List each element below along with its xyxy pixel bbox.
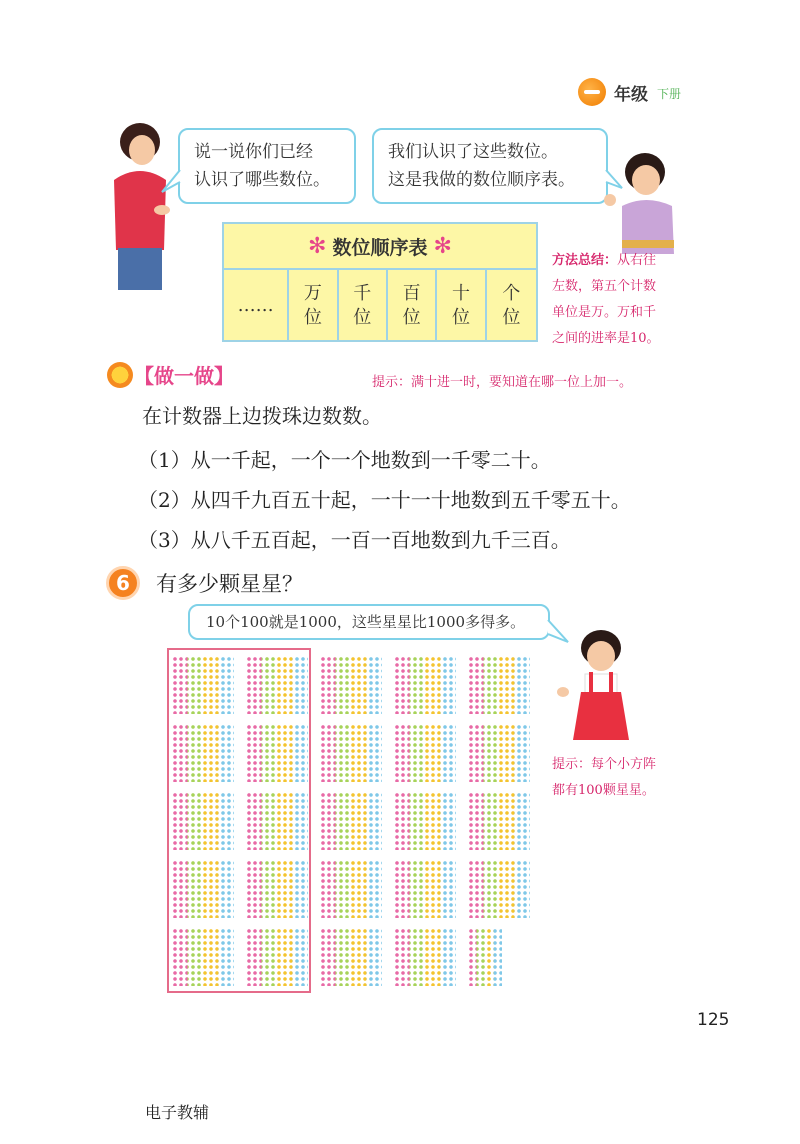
star-block bbox=[320, 928, 382, 986]
practice-item-1: （1）从一千起，一个一个地数到一千零二十。 bbox=[138, 448, 551, 472]
star-block bbox=[394, 724, 456, 782]
star-block bbox=[172, 724, 234, 782]
practice-title: 【做一做】 bbox=[134, 364, 234, 388]
practice-intro: 在计数器上边拨珠边数数。 bbox=[142, 404, 382, 428]
star-block bbox=[172, 792, 234, 850]
star-block-partial bbox=[468, 928, 502, 986]
flower-star-icon: ✻ bbox=[433, 233, 452, 259]
star-block bbox=[468, 724, 530, 782]
girl-speech-bubble bbox=[188, 604, 550, 640]
page-number: 125 bbox=[697, 1010, 730, 1030]
table-cell-shi bbox=[437, 270, 486, 342]
boy-bubble-line-1: 我们认识了这些数位。 bbox=[388, 142, 558, 162]
cell-bottom: 位 bbox=[502, 307, 521, 328]
sun-icon bbox=[107, 362, 133, 388]
stars-hint-line: 提示：每个小方阵 bbox=[552, 757, 657, 772]
teacher-bubble-tail bbox=[160, 168, 182, 194]
method-line: 单位是万。万和千 bbox=[552, 305, 657, 320]
star-block bbox=[320, 860, 382, 918]
grade-badge-icon bbox=[578, 78, 606, 106]
place-value-row bbox=[224, 270, 536, 342]
star-block bbox=[320, 792, 382, 850]
place-value-table bbox=[222, 222, 538, 342]
star-block bbox=[468, 656, 530, 714]
table-cell-bai bbox=[388, 270, 437, 342]
footer-label: 电子教辅 bbox=[145, 1103, 210, 1122]
star-block bbox=[468, 860, 530, 918]
table-cell-qian bbox=[339, 270, 388, 342]
table-title: 数位顺序表 bbox=[332, 236, 428, 259]
teacher-illustration bbox=[104, 120, 174, 290]
boy-illustration bbox=[600, 150, 680, 260]
method-line: 之间的进率是10。 bbox=[552, 331, 660, 346]
star-block bbox=[394, 792, 456, 850]
cell-top: 十 bbox=[451, 283, 470, 304]
cell-bottom: 位 bbox=[451, 307, 470, 328]
boy-bubble-line-2: 这是我做的数位顺序表。 bbox=[388, 170, 575, 190]
star-block bbox=[320, 656, 382, 714]
grade-label: 年级 bbox=[614, 85, 648, 105]
star-block bbox=[246, 928, 308, 986]
star-block bbox=[246, 724, 308, 782]
flower-star-icon: ✻ bbox=[308, 233, 327, 259]
method-summary-note bbox=[552, 248, 660, 352]
star-block bbox=[468, 792, 530, 850]
star-block bbox=[394, 860, 456, 918]
star-block bbox=[246, 792, 308, 850]
star-block bbox=[394, 928, 456, 986]
girl-illustration bbox=[555, 628, 645, 748]
stars-hint-line: 都有100颗星星。 bbox=[552, 783, 655, 798]
stars-hint bbox=[552, 752, 656, 804]
teacher-bubble-line-1: 说一说你们已经 bbox=[194, 142, 313, 162]
volume-label: 下册 bbox=[657, 87, 682, 101]
cell-bottom: 位 bbox=[353, 307, 372, 328]
practice-item-3: （3）从八千五百起，一百一百地数到九千三百。 bbox=[138, 528, 571, 552]
girl-bubble-text: 10个100就是1000，这些星星比1000多得多。 bbox=[206, 613, 526, 631]
method-line: 左数，第五个计数 bbox=[552, 279, 657, 294]
cell-top: 千 bbox=[353, 283, 372, 304]
question-6-text: 有多少颗星星？ bbox=[156, 572, 303, 596]
question-number-badge: 6 bbox=[106, 566, 140, 600]
cell-text: …… bbox=[237, 295, 274, 316]
star-block bbox=[172, 860, 234, 918]
star-block bbox=[246, 656, 308, 714]
table-cell-ge bbox=[487, 270, 536, 342]
star-block bbox=[320, 724, 382, 782]
method-line: 从右往 bbox=[617, 253, 657, 268]
star-block bbox=[172, 928, 234, 986]
practice-hint: 提示：满十进一时，要知道在哪一位上加一。 bbox=[372, 375, 633, 390]
cell-bottom: 位 bbox=[402, 307, 421, 328]
star-block bbox=[246, 860, 308, 918]
cell-top: 万 bbox=[303, 283, 322, 304]
star-block bbox=[172, 656, 234, 714]
cell-bottom: 位 bbox=[303, 307, 322, 328]
table-title-row bbox=[224, 224, 536, 270]
cell-top: 个 bbox=[502, 283, 521, 304]
method-summary-label: 方法总结： bbox=[552, 253, 618, 268]
boy-speech-bubble bbox=[372, 128, 608, 204]
cell-top: 百 bbox=[402, 283, 421, 304]
table-cell-wan bbox=[289, 270, 338, 342]
teacher-speech-bubble bbox=[178, 128, 356, 204]
teacher-bubble-line-2: 认识了哪些数位。 bbox=[194, 170, 330, 190]
practice-item-2: （2）从四千九百五十起，一十一十地数到五千零五十。 bbox=[138, 488, 631, 512]
table-cell-ellipsis bbox=[224, 270, 289, 342]
star-block bbox=[394, 656, 456, 714]
